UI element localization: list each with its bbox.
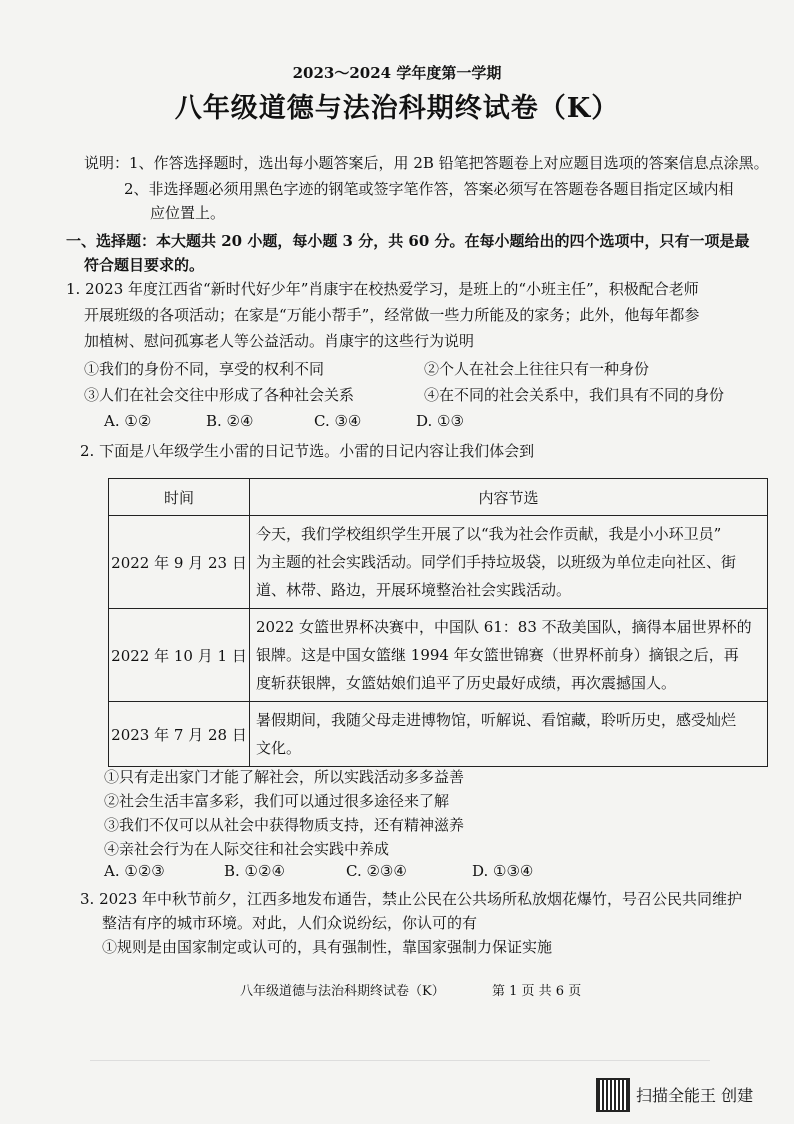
instruction-line-1: 说明：1、作答选择题时，选出每小题答案后，用 2B 铅笔把答题卷上对应题目选项的答案信息点涂黑。: [84, 154, 769, 172]
row-content: [250, 516, 768, 609]
content-line: 道、林带、路边，开展环境整治社会实践活动。: [256, 581, 572, 599]
q2-option-c: C. ②③④: [346, 862, 407, 880]
content-line: 暑假期间，我随父母走进博物馆，听解说、看馆藏，聆听历史，感受灿烂: [256, 711, 737, 729]
q2-statement-1: ①只有走出家门才能了解社会，所以实践活动多多益善: [104, 768, 465, 786]
row-content: [250, 609, 768, 702]
section-heading-line-2: 符合题目要求的。: [84, 256, 205, 274]
table-row: [109, 516, 768, 609]
q1-option-b: B. ②④: [206, 412, 254, 430]
content-line: 文化。: [256, 739, 302, 757]
footer-exam-name: 八年级道德与法治科期终试卷（K）: [240, 984, 445, 999]
table-header-content: 内容节选: [250, 479, 768, 516]
content-line: 2022 女篮世界杯决赛中，中国队 61：83 不敌美国队，摘得本届世界杯的: [256, 618, 752, 636]
q2-statement-3: ③我们不仅可以从社会中获得物质支持，还有精神滋养: [104, 816, 465, 834]
table-header-row: [109, 479, 768, 516]
instruction-line-2: 2、非选择题必须用黑色字迹的钢笔或签字笔作答，答案必须写在答题卷各题目指定区域内相: [124, 180, 734, 198]
content-line: 今天，我们学校组织学生开展了以“我为社会作贡献，我是小小环卫员”: [256, 525, 722, 543]
footer-page-number: 第 1 页 共 6 页: [492, 984, 582, 999]
q1-statement-2: ②个人在社会上往往只有一种身份: [424, 360, 650, 378]
content-line: 为主题的社会实践活动。同学们手持垃圾袋，以班级为单位走向社区、街: [256, 553, 737, 571]
q1-statement-4: ④在不同的社会关系中，我们具有不同的身份: [424, 386, 725, 404]
q2-option-d: D. ①③④: [472, 862, 534, 880]
scanner-watermark: 扫描全能王 创建: [636, 1086, 754, 1105]
divider: [90, 1060, 710, 1061]
q1-stem-line-1: 1. 2023 年度江西省“新时代好少年”肖康宇在校热爱学习，是班上的“小班主任”，积极配合老师: [66, 280, 699, 298]
table-row: [109, 702, 768, 767]
instruction-line-3: 应位置上。: [150, 204, 226, 222]
diary-table: [108, 478, 768, 767]
row-content: [250, 702, 768, 767]
school-year: 2023～2024 学年度第一学期: [292, 64, 502, 82]
q1-stem-line-3: 加植树、慰问孤寡老人等公益活动。肖康宇的这些行为说明: [84, 332, 475, 350]
section-heading-line-1: 一、选择题：本大题共 20 小题，每小题 3 分，共 60 分。在每小题给出的四个选项中，只有一项是最: [66, 232, 750, 250]
q2-option-a: A. ①②③: [104, 862, 165, 880]
q2-option-b: B. ①②④: [224, 862, 285, 880]
q2-stem: 2. 下面是八年级学生小雷的日记节选。小雷的日记内容让我们体会到: [80, 442, 535, 460]
q2-statement-4: ④亲社会行为在人际交往和社会实践中养成: [104, 840, 390, 858]
row-date: 2023 年 7 月 28 日: [109, 702, 250, 767]
content-line: 度斩获银牌，女篮姑娘们追平了历史最好成绩，再次震撼国人。: [256, 674, 677, 692]
table-header-time: 时间: [109, 479, 250, 516]
row-date: 2022 年 9 月 23 日: [109, 516, 250, 609]
q3-stem-line-2: 整洁有序的城市环境。对此，人们众说纷纭，你认可的有: [102, 914, 478, 932]
q3-stem-line-1: 3. 2023 年中秋节前夕，江西多地发布通告，禁止公民在公共场所私放烟花爆竹，号召公民共同维护: [80, 890, 743, 908]
q1-statement-1: ①我们的身份不同，享受的权利不同: [84, 360, 325, 378]
q2-statement-2: ②社会生活丰富多彩，我们可以通过很多途径来了解: [104, 792, 450, 810]
content-line: 银牌。这是中国女篮继 1994 年女篮世锦赛（世界杯前身）摘银之后，再: [256, 646, 739, 664]
q1-statement-3: ③人们在社会交往中形成了各种社会关系: [84, 386, 355, 404]
exam-title: 八年级道德与法治科期终试卷（K）: [174, 93, 620, 124]
qr-code-icon: [596, 1078, 630, 1112]
q1-option-a: A. ①②: [104, 412, 152, 430]
q3-statement-1: ①规则是由国家制定或认可的，具有强制性，靠国家强制力保证实施: [102, 938, 553, 956]
row-date: 2022 年 10 月 1 日: [109, 609, 250, 702]
q1-stem-line-2: 开展班级的各项活动；在家是“万能小帮手”，经常做一些力所能及的家务；此外，他每年都参: [84, 306, 700, 324]
q1-option-c: C. ③④: [314, 412, 362, 430]
table-row: [109, 609, 768, 702]
q1-option-d: D. ①③: [416, 412, 464, 430]
